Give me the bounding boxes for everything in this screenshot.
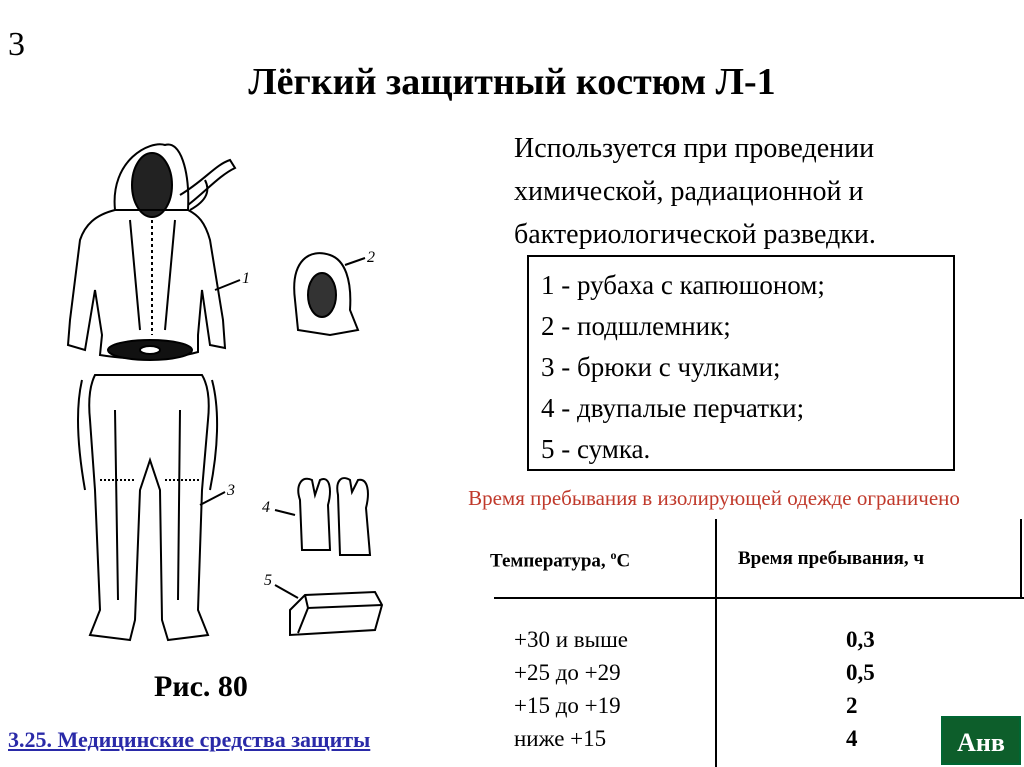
table-cell-temp: +30 и выше (514, 627, 629, 652)
gloves-drawing (275, 478, 370, 555)
figure-caption: Рис. 80 (154, 670, 248, 703)
figure-label-3: 3 (227, 482, 235, 499)
bag-drawing (275, 585, 382, 635)
table-header-time: Время пребывания, ч (738, 548, 925, 569)
table-cell-temp: +15 до +19 (514, 693, 621, 718)
table-header-temperature: Температура, $^о$С (490, 548, 631, 572)
protective-suit-illustration (40, 130, 400, 660)
legend-item: 1 - рубаха с капюшоном; (541, 270, 825, 300)
time-column (846, 623, 875, 755)
slide-number: 3 (8, 26, 25, 63)
table-divider (494, 597, 1024, 599)
figure-label-5: 5 (264, 572, 272, 589)
table-cell-temp: ниже +15 (514, 726, 607, 751)
time-limit-notice: Время пребывания в изолирующей одежде ограничено (468, 486, 960, 510)
table-divider (1020, 519, 1022, 597)
nav-button-anv[interactable]: Анв (941, 716, 1021, 765)
pants-outline (89, 375, 209, 640)
table-divider (715, 519, 717, 767)
legend-box (527, 255, 955, 471)
temperature-column (514, 623, 628, 755)
legend-item: 2 - подшлемник; (541, 311, 731, 341)
section-link[interactable]: 3.25. Медицинские средства защиты (8, 727, 371, 752)
legend-item: 5 - сумка. (541, 434, 651, 464)
legend-item: 4 - двупалые перчатки; (541, 393, 805, 423)
table-cell-temp: +25 до +29 (514, 660, 621, 685)
figure-label-4: 4 (262, 499, 270, 516)
balaclava-drawing (294, 253, 365, 335)
face-opening (132, 153, 172, 217)
figure-label-2: 2 (367, 249, 375, 266)
legend-item: 3 - брюки с чулками; (541, 352, 781, 382)
page-title: Лёгкий защитный костюм Л-1 (248, 61, 776, 103)
table-cell-time: 0,3 (846, 627, 875, 652)
table-cell-time: 4 (846, 726, 858, 751)
figure-label-1: 1 (242, 270, 250, 287)
table-cell-time: 2 (846, 693, 858, 718)
table-cell-time: 0,5 (846, 660, 875, 685)
shirt-outline (68, 210, 225, 358)
description-text: Используется при проведении химической, радиационной и бактериологической разведки. (514, 133, 876, 250)
